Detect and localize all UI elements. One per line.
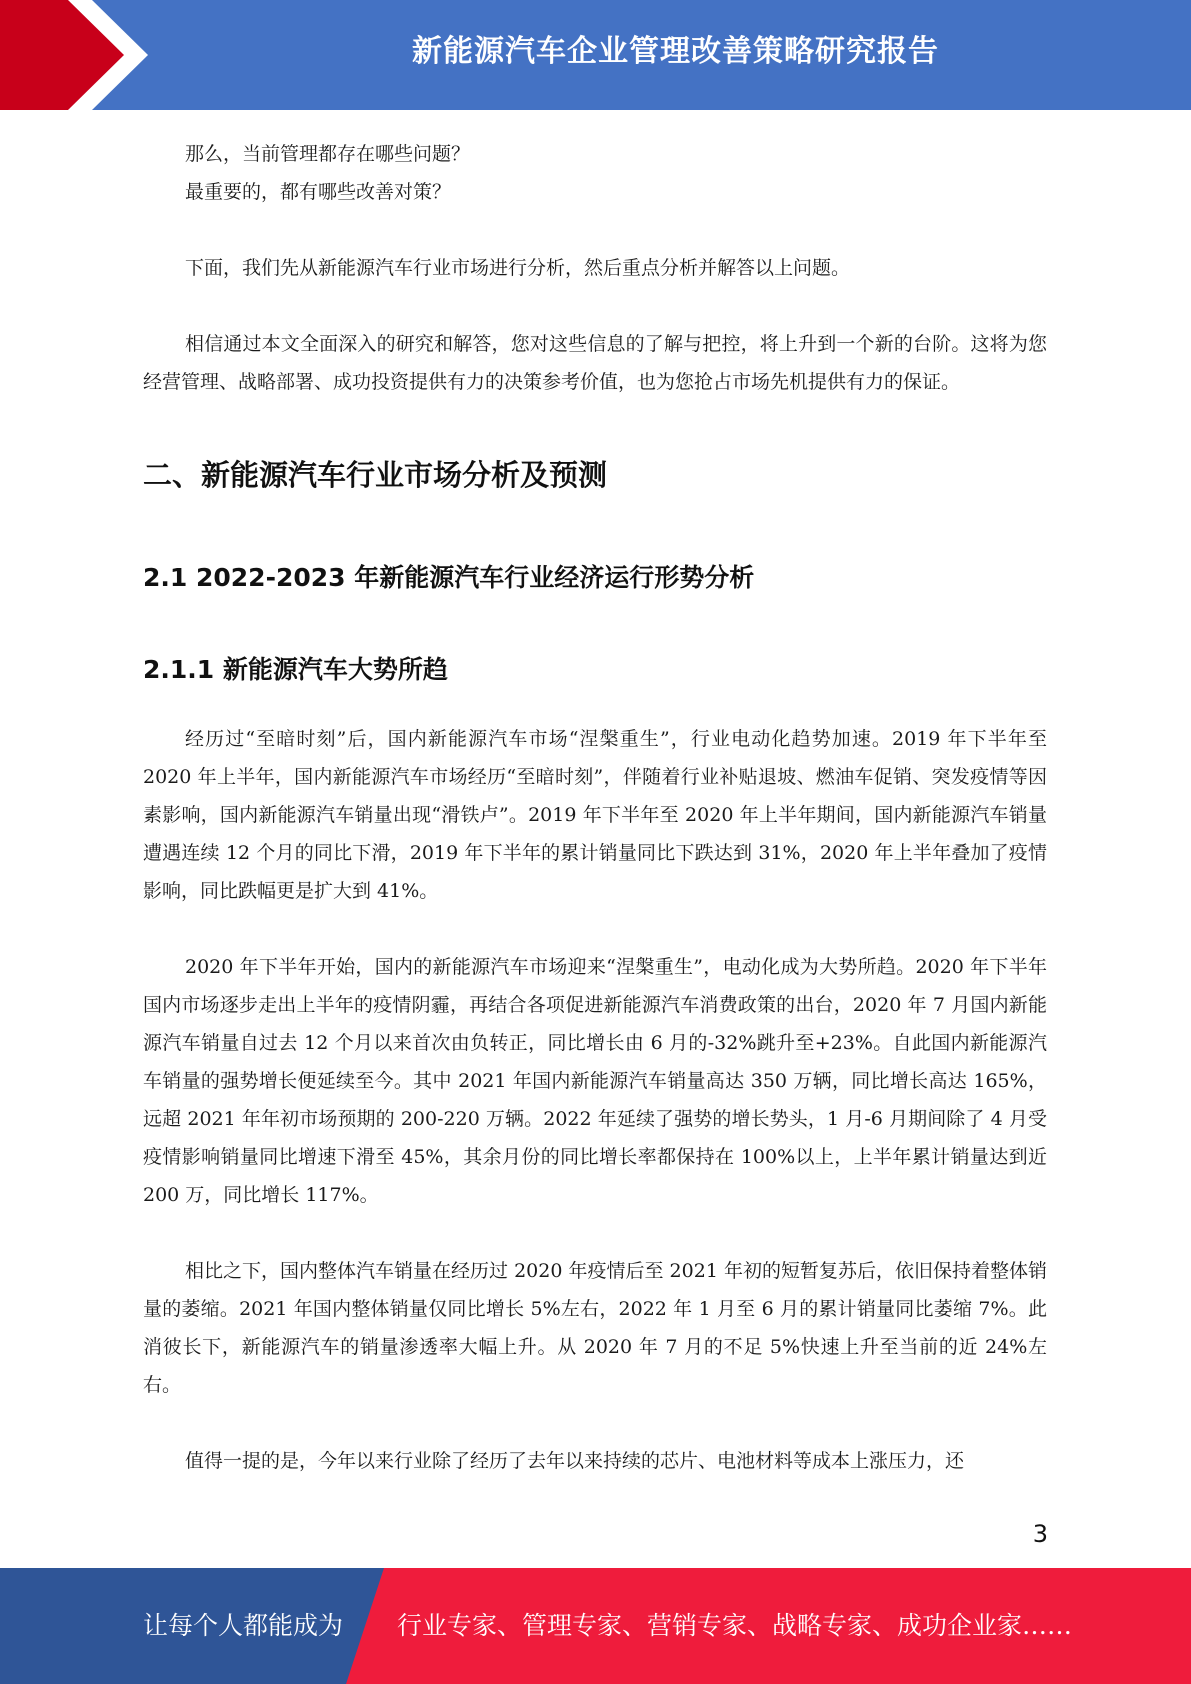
intro-paragraph-1: 下面，我们先从新能源汽车行业市场进行分析，然后重点分析并解答以上问题。: [185, 257, 851, 279]
report-title: 新能源汽车企业管理改善策略研究报告: [412, 34, 939, 69]
section-heading: 二、新能源汽车行业市场分析及预测: [143, 458, 608, 492]
intro-question-2: 最重要的，都有哪些改善对策？: [185, 181, 452, 203]
page-footer: [0, 1568, 1191, 1684]
body-paragraph-1: 经历过“至暗时刻”后，国内新能源汽车市场“涅槃重生”，行业电动化趋势加速。2019 年下半年至 2020 年上半年，国内新能源汽车市场经历“至暗时刻”，伴随着行业补贴退坡、燃油车促销、突发疫情等因素影响，国内新能源汽车销量出现“滑铁卢”。2019 年下半年至 2020 年上半年期间，国内新能源汽车销量遭遇连续 12 个月的同比下滑，2019 年下半年的累计销量同比下跌达到 31%，2020 年上半年叠加了疫情影响，同比跌幅更是扩大到 41%。: [143, 728, 1047, 902]
page-header: [0, 0, 1191, 110]
body-paragraph-3: 相比之下，国内整体汽车销量在经历过 2020 年疫情后至 2021 年初的短暂复苏后，依旧保持着整体销量的萎缩。2021 年国内整体销量仅同比增长 5%左右，2022 年 1 月至 6 月的累计销量同比萎缩 7%。此消彼长下，新能源汽车的销量渗透率大幅上升。从 2020 年 7 月的不足 5%快速上升至当前的近 24%左右。: [143, 1260, 1047, 1396]
page-content: [143, 135, 1047, 1480]
body-paragraph-2: 2020 年下半年开始，国内的新能源汽车市场迎来“涅槃重生”，电动化成为大势所趋。2020 年下半年国内市场逐步走出上半年的疫情阴霾，再结合各项促进新能源汽车消费政策的出台，2020 年 7 月国内新能源汽车销量自过去 12 个月以来首次由负转正，同比增长由 6 月的-32%跳升至+23%。自此国内新能源汽车销量的强势增长便延续至今。其中 2021 年国内新能源汽车销量高达 350 万辆，同比增长高达 165%，远超 2021 年年初市场预期的 200-220 万辆。2022 年延续了强势的增长势头，1 月-6 月期间除了 4 月受疫情影响销量同比增速下滑至 45%，其余月份的同比增长率都保持在 100%以上，上半年累计销量达到近 200 万，同比增长 117%。: [143, 956, 1047, 1206]
footer-slogan-left: 让每个人都能成为: [143, 1611, 344, 1640]
intro-paragraph-2: 相信通过本文全面深入的研究和解答，您对这些信息的了解与把控，将上升到一个新的台阶。这将为您经营管理、战略部署、成功投资提供有力的决策参考价值，也为您抢占市场先机提供有力的保证。: [143, 333, 1047, 393]
subsection-heading: 2.1 2022-2023 年新能源汽车行业经济运行形势分析: [143, 563, 755, 592]
intro-question-1: 那么，当前管理都存在哪些问题？: [185, 143, 471, 165]
footer-slogan-right: 行业专家、管理专家、营销专家、战略专家、成功企业家……: [397, 1611, 1073, 1640]
page-number: 3: [1032, 1520, 1048, 1548]
subsubsection-heading: 2.1.1 新能源汽车大势所趋: [143, 655, 448, 684]
body-paragraph-4: 值得一提的是，今年以来行业除了经历了去年以来持续的芯片、电池材料等成本上涨压力，还: [185, 1450, 965, 1472]
header-arrow-decoration: [0, 0, 160, 110]
